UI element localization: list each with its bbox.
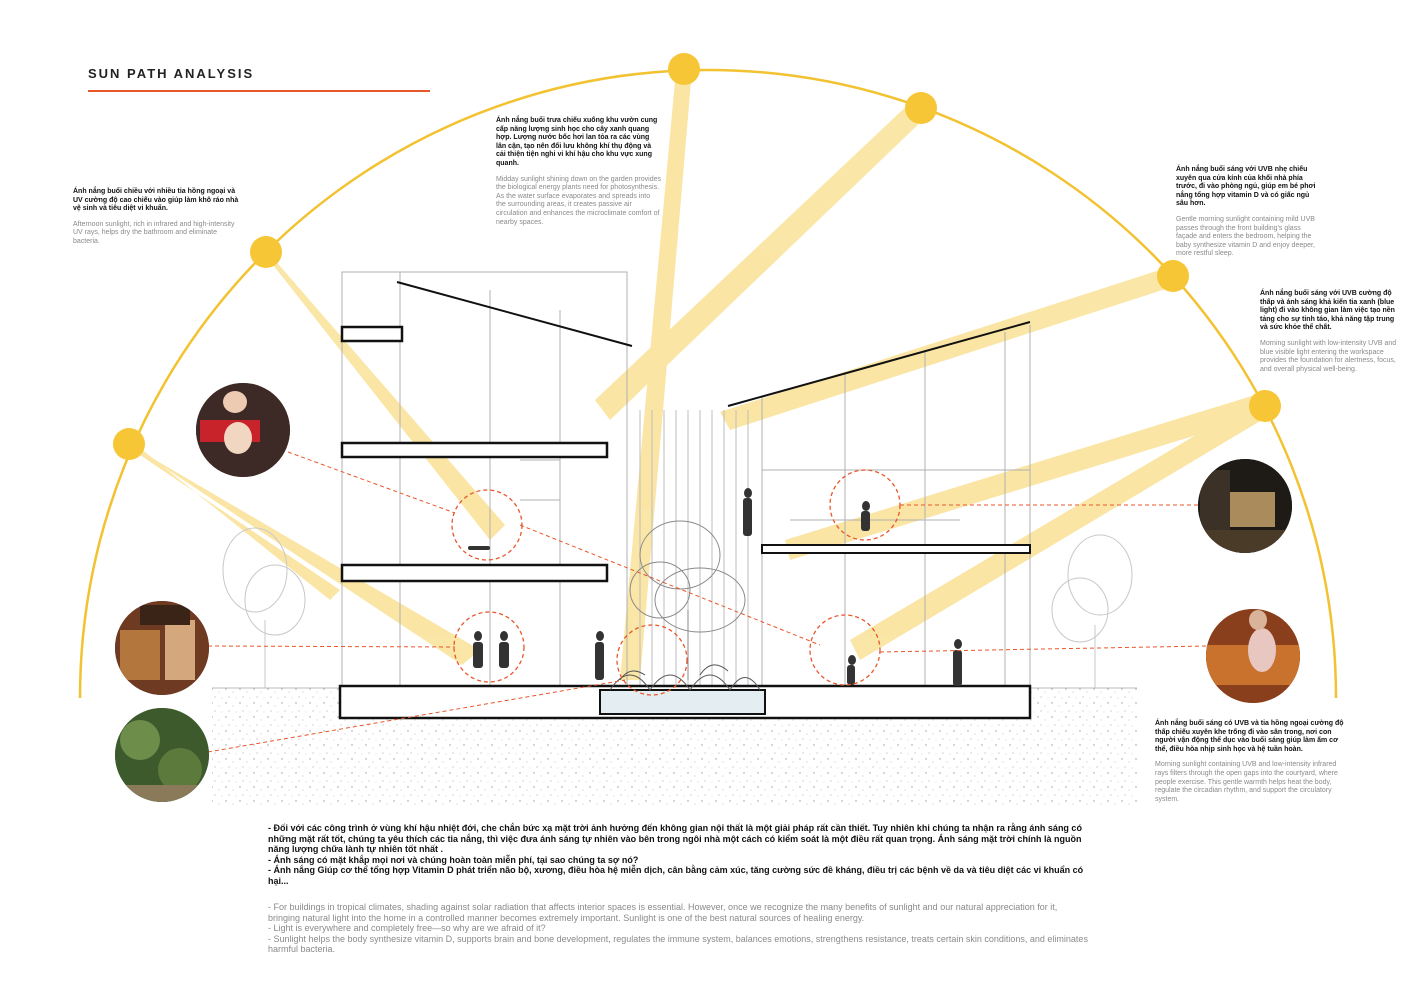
sun-afternoon-icon [250, 236, 282, 268]
bottom-text-en [268, 902, 1088, 955]
sun-midday-icon [668, 53, 700, 85]
note-midday-en: Midday sunlight shining down on the garden provides the biological energy plants need for photosynthesis. As the water surface evaporates and spreads into the surrounding areas, it creates passive air circulation and enhances the microclimate comfort of nearby spaces. [496, 175, 661, 226]
note-morning-exercise-en: Morning sunlight containing UVB and low-intensity infrared rays filters through the open gaps into the courtyard, where people exercise. This gentle warmth helps heat the body, regulate the circadian rhythm, and support the circulatory system. [1155, 761, 1338, 803]
left-roof [397, 282, 632, 346]
note-gentle-morning-en: Gentle morning sunlight containing mild UVB passes through the front building's glass façade and enters the bedroom, helping the baby synthesize vitamin D and enjoy deeper, more restful sleep. [1176, 215, 1315, 258]
sun-path-arc [80, 70, 1336, 698]
water-pool [600, 690, 765, 714]
note-morning-exercise [1155, 720, 1345, 804]
left-slabs [342, 327, 607, 581]
sun-beams [120, 70, 1262, 680]
note-morning-focus-en: Morning sunlight with low-intensity UVB and blue visible light entering the workspace provides the foundation for alertness, focus, and overall physical well-being. [1260, 339, 1397, 373]
photo-workspace [1198, 459, 1292, 553]
note-afternoon-vi: Ánh nắng buổi chiều với nhiều tia hồng ngoại và UV cường độ cao chiếu vào giúp làm khô ráo nhà vệ sinh và tiêu diệt vi khuẩn. [73, 188, 239, 213]
note-midday-vi: Ánh nắng buổi trưa chiếu xuống khu vườn cung cấp năng lượng sinh học cho cây xanh quang hợp. Lượng nước bốc hơi lan tỏa ra các vùng lân cận, tạo nên đối lưu không khí thụ động và cải thiện tiện nghi vi khí hậu cho khu vực xung quanh. [496, 117, 658, 167]
title-underline [88, 90, 430, 92]
bottom-en-line: - For buildings in tropical climates, shading against solar radiation that affects interior spaces is essential. However, once we recognize the many benefits of sunlight and our natural appreciation for it, bringing natural light into the home in a controlled manner becomes extremely important. Sunlight is one of the best natural sources of healing energy. [268, 902, 1058, 923]
note-afternoon [73, 188, 243, 247]
bottom-en-line: - Light is everywhere and completely free—so why are we afraid of it? [268, 923, 546, 933]
sun-late-morning-icon [905, 92, 937, 124]
note-gentle-morning [1176, 166, 1316, 259]
note-afternoon-en: Afternoon sunlight, rich in infrared and high-intensity UV rays, helps dry the bathroom and eliminate bacteria. [73, 220, 235, 245]
bottom-vi-line: - Ánh nắng Giúp cơ thể tổng hợp Vitamin D phát triển não bộ, xương, điều hòa hệ miễn dịch, cân bằng cảm xúc, tăng cường sức đề kháng, điều trị các bệnh về da và tiêu diệt các vi khuẩn có hại... [268, 865, 1084, 886]
right-roof [728, 322, 1030, 406]
note-midday [496, 117, 661, 227]
sun-positions [113, 53, 1281, 460]
sun-early-morning-icon [1249, 390, 1281, 422]
sun-gentle-morning-icon [1157, 260, 1189, 292]
page-title: SUN PATH ANALYSIS [88, 66, 255, 81]
note-gentle-morning-vi: Ánh nắng buổi sáng với UVB nhẹ chiếu xuyên qua cửa kính của khối nhà phía trước, đi vào phòng ngủ, giúp em bé phơi nắng tổng hợp vitamin D và có giấc ngủ sâu hơn. [1176, 166, 1316, 208]
photo-baby-sunbathing [196, 383, 290, 477]
note-morning-focus-vi: Ánh nắng buổi sáng với UVB cường độ thấp và ánh sáng khả kiến tia xanh (blue light) đi vào không gian làm việc tạo nền tảng cho sự tỉnh táo, khả năng tập trung và sức khỏe thể chất. [1260, 290, 1395, 332]
photo-bathroom-people [115, 601, 209, 695]
bottom-vi-line: - Đối với các công trình ở vùng khí hậu nhiệt đới, che chắn bức xạ mặt trời ảnh hưởng đến không gian nội thất là một giải pháp rất cần thiết. Tuy nhiên khi chúng ta nhận ra rằng ánh sáng có những mặt rất tốt, chúng ta yêu thích các tia nắng, thì việc đưa ánh sáng tự nhiên vào bên trong ngôi nhà một cách có kiểm soát là một điều rất quan trọng. Ánh sáng mặt trời chính là nguồn năng lượng chữa lành tự nhiên tốt nhất . [268, 823, 1082, 854]
sun-late-afternoon-icon [113, 428, 145, 460]
right-slab [762, 545, 1030, 553]
bottom-vi-line: - Ánh sáng có mặt khắp mọi nơi và chúng hoàn toàn miễn phí, tại sao chúng ta sợ nó? [268, 854, 639, 865]
note-morning-focus [1260, 290, 1402, 374]
photo-courtyard-garden [115, 708, 209, 802]
photo-child-sofa [1206, 609, 1300, 703]
bottom-en-line: - Sunlight helps the body synthesize vitamin D, supports brain and bone development, regulates the immune system, balances emotions, strengthens resistance, treats certain skin conditions, and eliminates harmful bacteria. [268, 933, 1088, 954]
bottom-text-vi [268, 823, 1088, 886]
note-morning-exercise-vi: Ánh nắng buổi sáng có UVB và tia hồng ngoại cường độ thấp chiếu xuyên khe trống đi vào sân trong, nơi con người vận động thể dục vào buổi sáng giúp làm ấm cơ thể, điều hòa nhịp sinh học và hệ tuần hoàn. [1155, 720, 1344, 753]
